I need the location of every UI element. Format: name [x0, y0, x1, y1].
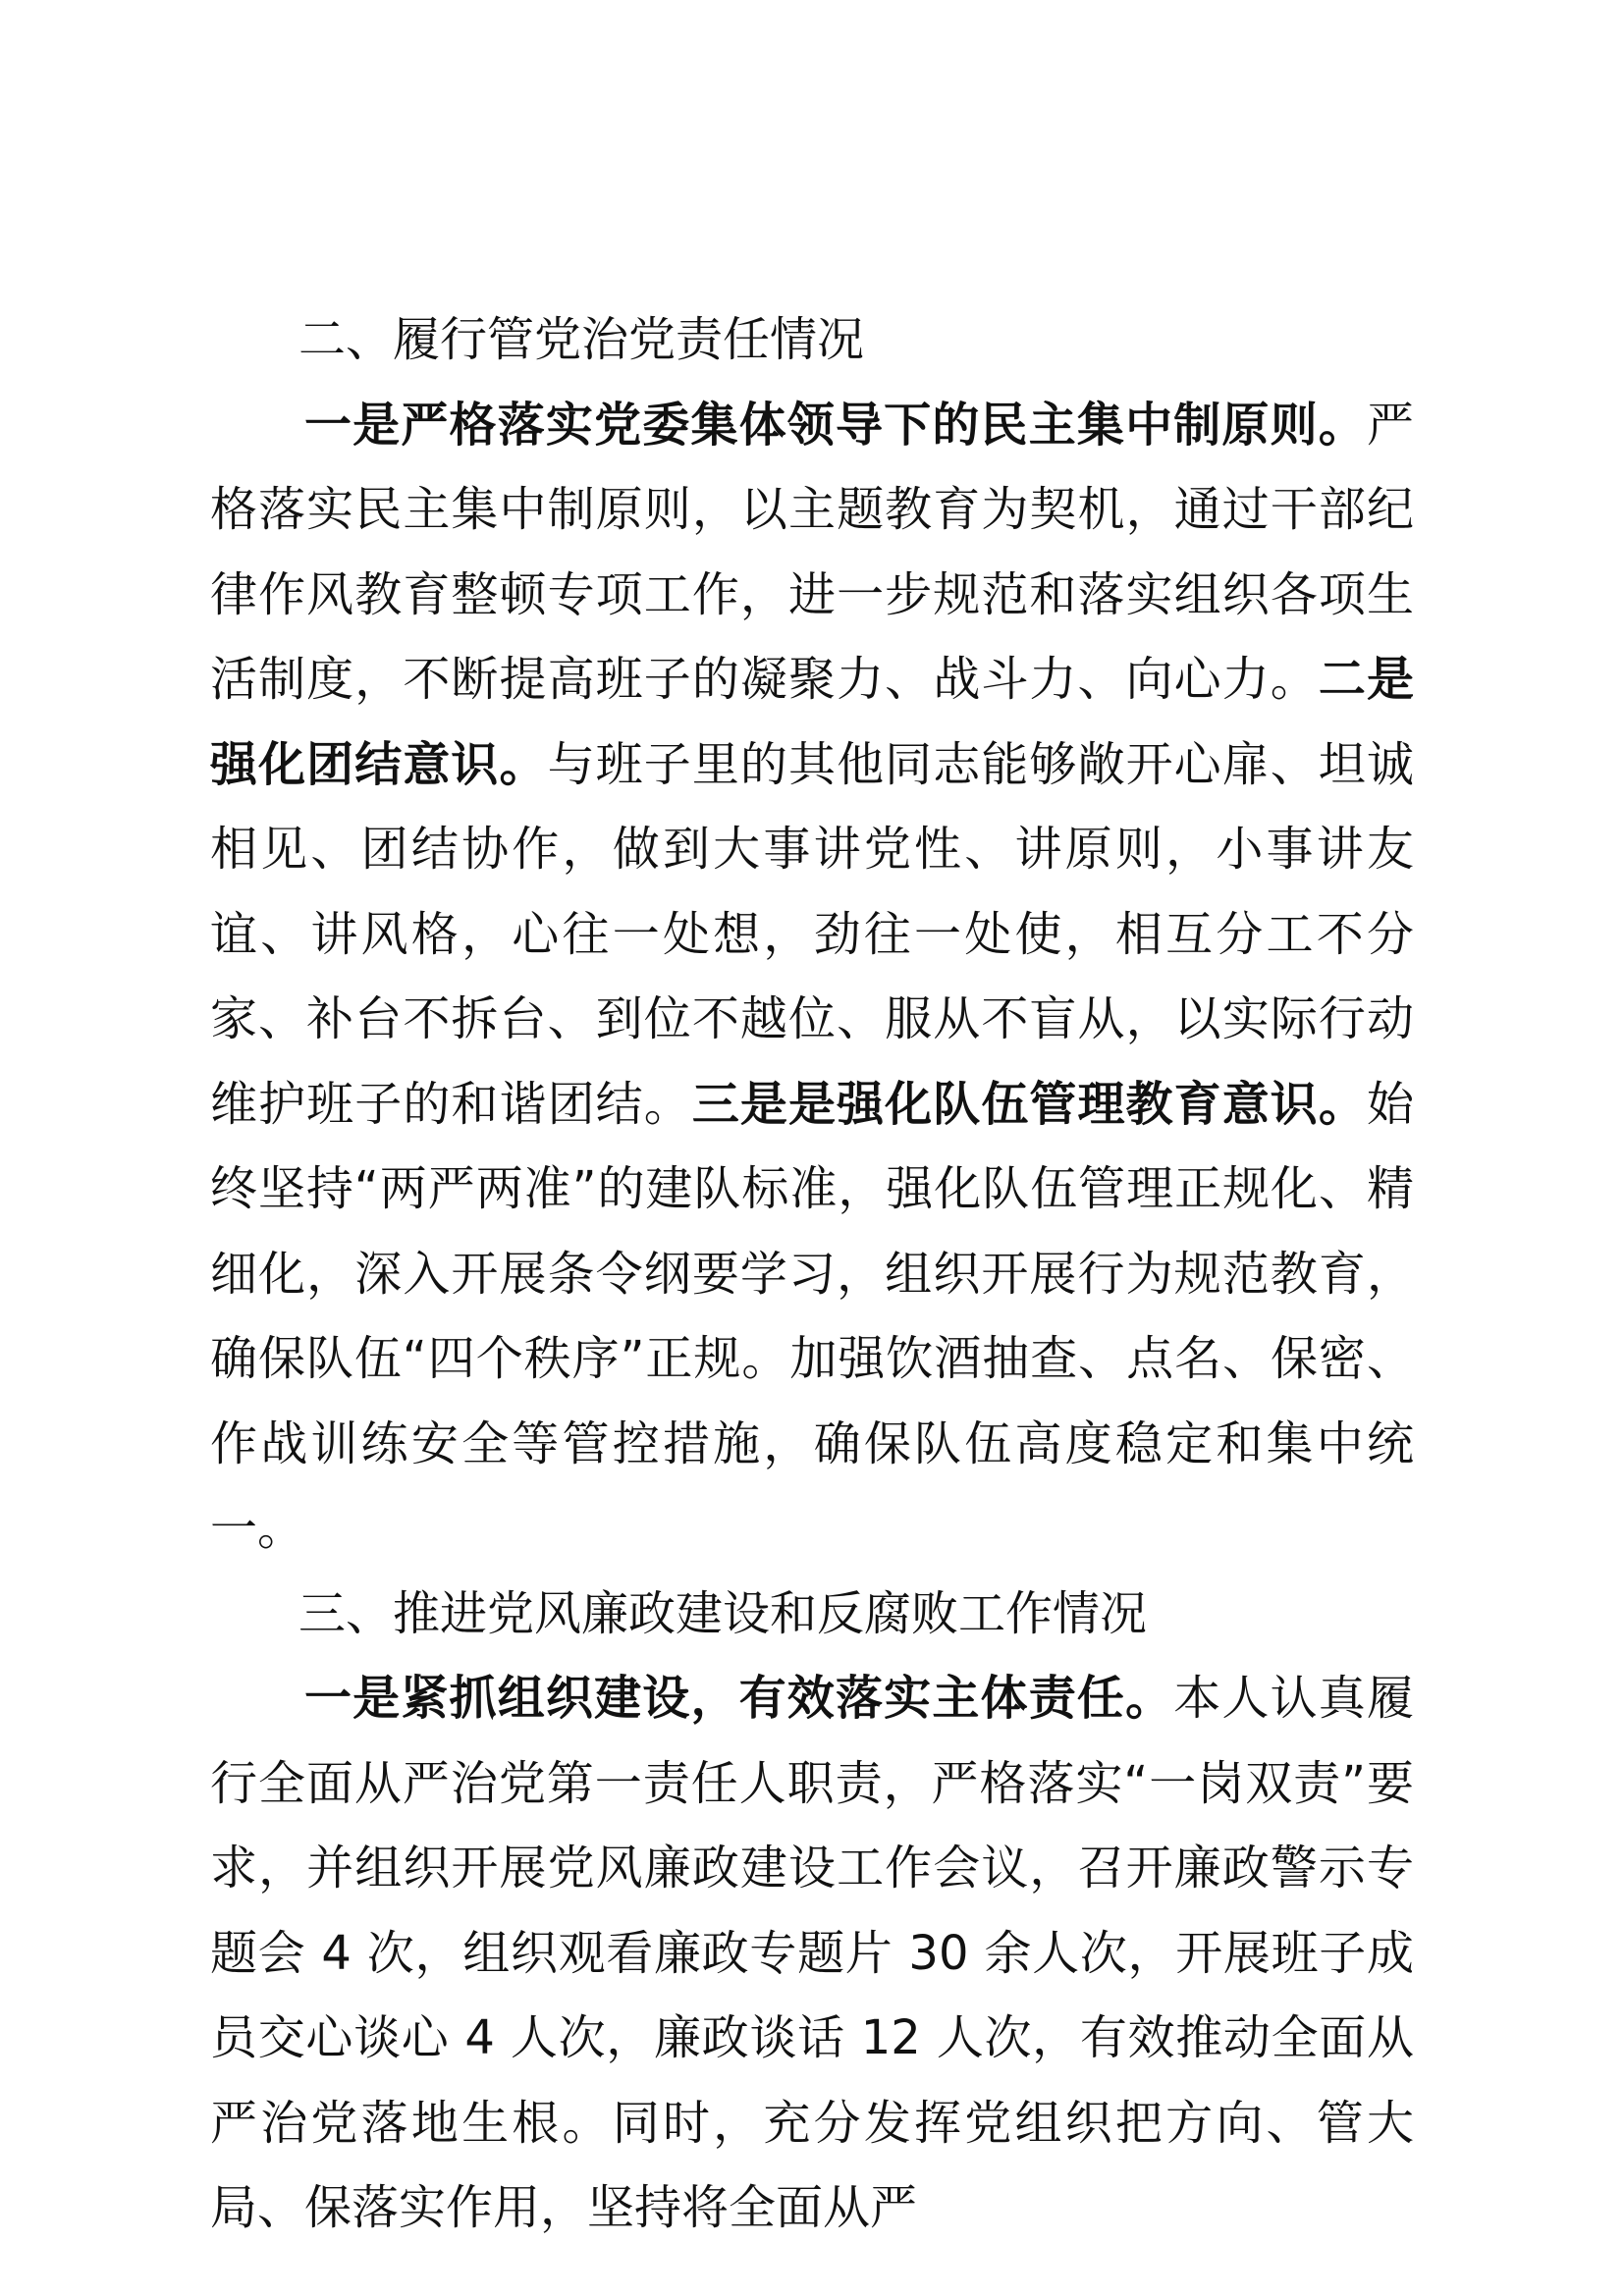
- section-heading-2: 二、履行管党治党责任情况: [298, 312, 865, 367]
- point-1-text: 严格落实民主集中制原则，以主题教育为契机，通过干部纪律作风教育整顿专项工作，进一步规范和落实组织各项生活制度，不断提高班子的凝聚力、战斗力、向心力。: [210, 397, 1414, 707]
- document-body: [210, 297, 1414, 2251]
- point-3-text: 始终坚持“两严两准”的建队标准，强化队伍管理正规化、精细化，深入开展条令纲要学习，组织开展行为规范教育，确保队伍“四个秩序”正规。加强饮酒抽查、点名、保密、作战训练安全等管控措施，确保队伍高度稳定和集中统一。: [210, 1076, 1414, 1556]
- section-3-point-1-text: 本人认真履行全面从严治党第一责任人职责，严格落实“一岗双责”要求，并组织开展党风廉政建设工作会议，召开廉政警示专题会 4 次，组织观看廉政专题片 30 余人次，开展班子成员交心谈心 4 人次，廉政谈话 12 人次，有效推动全面从严治党落地生根。同时，充分发挥党组织把方向、管大局、保落实作用，坚持将全面从严: [210, 1671, 1414, 2235]
- section-3-point-1-lead: 一是紧抓组织建设，有效落实主体责任。: [304, 1671, 1174, 1726]
- point-2-lead: 二是强化团结意识。: [210, 652, 1414, 792]
- point-2-text: 与班子里的其他同志能够敞开心扉、坦诚相见、团结协作，做到大事讲党性、讲原则，小事讲友谊、讲风格，心往一处想，劲往一处使，相互分工不分家、补台不拆台、到位不越位、服从不盲从，以实际行动维护班子的和谐团结。: [210, 736, 1414, 1132]
- section-heading-3: 三、推进党风廉政建设和反腐败工作情况: [298, 1585, 1148, 1641]
- section-3-paragraph: [210, 1656, 1414, 2251]
- point-1-lead: 一是严格落实党委集体领导下的民主集中制原则。: [304, 397, 1367, 453]
- point-3-lead: 三是是强化队伍管理教育意识。: [691, 1076, 1367, 1132]
- section-2-paragraph: [210, 383, 1414, 1572]
